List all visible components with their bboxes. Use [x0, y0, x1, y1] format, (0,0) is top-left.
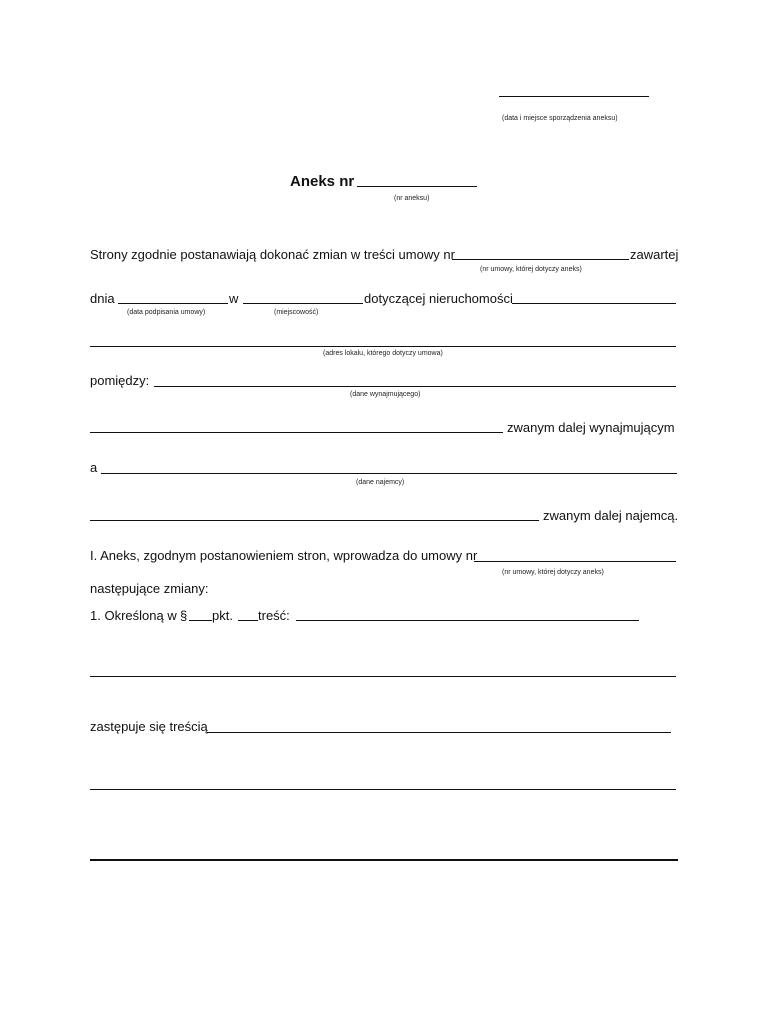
signing-date-line[interactable]: [118, 303, 228, 304]
date-place-line[interactable]: [499, 96, 649, 97]
landlord-suffix: zwanym dalej wynajmującym: [507, 420, 675, 435]
replacement-line[interactable]: [207, 732, 671, 733]
concluded-text: zawartej: [630, 247, 679, 262]
tenant-caption: (dane najemcy): [356, 479, 405, 486]
replacement-line-2[interactable]: [90, 789, 676, 790]
date-place-caption: (data i miejsce sporządzenia aneksu): [502, 115, 618, 122]
content-label: treść:: [258, 608, 290, 623]
section-contract-number-line[interactable]: [474, 561, 676, 562]
point-number-line[interactable]: [238, 620, 258, 621]
paragraph-number-line[interactable]: [189, 620, 212, 621]
content-line[interactable]: [296, 620, 639, 621]
dnia-label: dnia: [90, 291, 115, 306]
section-1-continuation: następujące zmiany:: [90, 581, 209, 596]
landlord-caption: (dane wynajmującego): [350, 391, 421, 398]
annex-number-caption: (nr aneksu): [394, 195, 430, 202]
section-contract-caption: (nr umowy, której dotyczy aneks): [502, 569, 604, 576]
tenant-line-2[interactable]: [90, 520, 539, 521]
signing-date-caption: (data podpisania umowy): [127, 309, 206, 316]
place-caption: (miejscowość): [274, 309, 319, 316]
w-label: w: [229, 291, 239, 306]
address-line[interactable]: [90, 346, 676, 347]
bottom-divider: [90, 859, 678, 861]
section-1-text: I. Aneks, zgodnym postanowieniem stron, wprowadza do umowy nr: [90, 548, 478, 563]
tenant-line[interactable]: [101, 473, 677, 474]
pkt-label: pkt.: [212, 608, 233, 623]
item-1-prefix: 1. Określoną w: [90, 608, 177, 623]
place-line[interactable]: [243, 303, 363, 304]
and-label: a: [90, 460, 98, 475]
page-title: Aneks nr: [290, 173, 355, 190]
landlord-line-2[interactable]: [90, 432, 503, 433]
replacement-label: zastępuje się treścią: [90, 719, 208, 734]
contract-number-line[interactable]: [452, 259, 629, 260]
content-line-2[interactable]: [90, 676, 676, 677]
contract-number-caption: (nr umowy, której dotyczy aneks): [480, 266, 582, 273]
intro-text: Strony zgodnie postanawiają dokonać zmian w treści umowy nr: [90, 247, 455, 262]
tenant-suffix: zwanym dalej najemcą.: [543, 508, 679, 523]
paragraph-sign: §: [180, 608, 188, 623]
annex-number-line[interactable]: [357, 186, 477, 187]
landlord-line[interactable]: [154, 386, 676, 387]
address-caption: (adres lokalu, którego dotyczy umowa): [323, 350, 443, 357]
property-line[interactable]: [512, 303, 676, 304]
property-label: dotyczącej nieruchomości: [364, 291, 513, 306]
between-label: pomiędzy:: [90, 373, 150, 388]
